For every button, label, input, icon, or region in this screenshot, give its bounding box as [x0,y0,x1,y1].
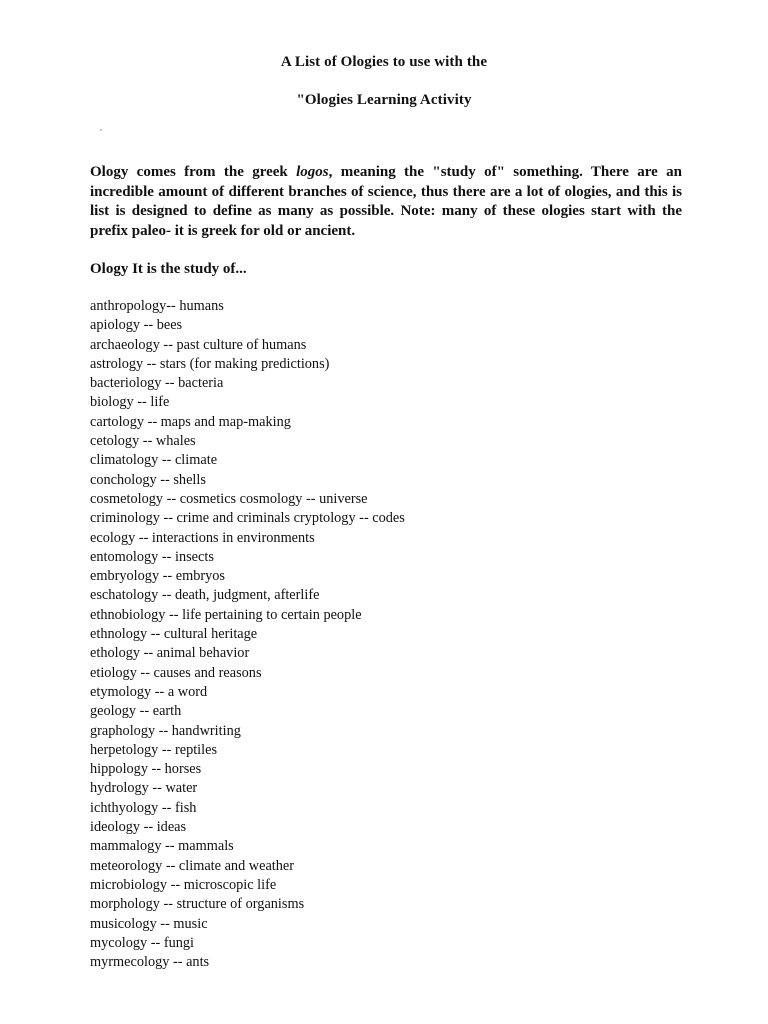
intro-text-end: , meaning the "study of" something. There are an incredible amount of different branches of science, thus there are a lot of ologies, and this is list is designed to define as many as possible. Note: many of these ologies start with the prefix paleo- it is greek for old or ancient. [90,164,683,239]
list-item: geology -- earth [90,703,182,720]
list-item: criminology -- crime and criminals cryptology -- codes [90,510,405,527]
list-item: myrmecology -- ants [90,954,210,971]
document-title-line-2: "Ologies Learning Activity [296,92,472,108]
list-item: ethology -- animal behavior [90,645,250,662]
list-item: ethnobiology -- life pertaining to certain people [90,606,362,623]
list-item: ideology -- ideas [90,819,187,836]
intro-paragraph [90,163,682,241]
list-item: microbiology -- microscopic life [90,876,277,893]
scan-speck [100,129,102,131]
list-item: conchology -- shells [90,471,206,488]
list-item: musicology -- music [90,915,208,932]
list-item: etiology -- causes and reasons [90,664,262,681]
list-item: bacteriology -- bacteria [90,375,224,392]
list-item: hippology -- horses [90,761,202,778]
list-item: morphology -- structure of organisms [90,896,305,913]
ology-list [90,297,405,972]
list-item: climatology -- climate [90,452,218,469]
list-item: ichthyology -- fish [90,799,197,816]
list-item: ecology -- interactions in environments [90,529,315,546]
list-item: eschatology -- death, judgment, afterlife [90,587,320,604]
list-item: hydrology -- water [90,780,198,797]
list-item: etymology -- a word [90,683,208,700]
list-item: biology -- life [90,394,170,411]
list-item: mycology -- fungi [90,934,195,951]
list-item: anthropology-- humans [90,298,224,314]
list-item: entomology -- insects [90,548,214,565]
list-item: apiology -- bees [90,317,183,334]
list-item: ethnology -- cultural heritage [90,626,258,643]
list-item: cosmetology -- cosmetics cosmology -- universe [90,490,368,507]
list-heading: Ology It is the study of... [90,261,247,277]
list-item: archaeology -- past culture of humans [90,336,307,353]
list-item: embryology -- embryos [90,568,225,585]
intro-text-start: Ology comes from the greek [90,164,297,180]
document-title-line-1: A List of Ologies to use with the [280,54,488,70]
list-item: cartology -- maps and map-making [90,413,291,430]
list-item: astrology -- stars (for making predictions) [90,355,330,372]
intro-italic-word: logos [296,164,329,180]
list-item: cetology -- whales [90,433,196,450]
list-item: meteorology -- climate and weather [90,857,295,874]
list-item: graphology -- handwriting [90,722,241,739]
list-item: mammalogy -- mammals [90,838,234,855]
list-item: herpetology -- reptiles [90,741,218,758]
